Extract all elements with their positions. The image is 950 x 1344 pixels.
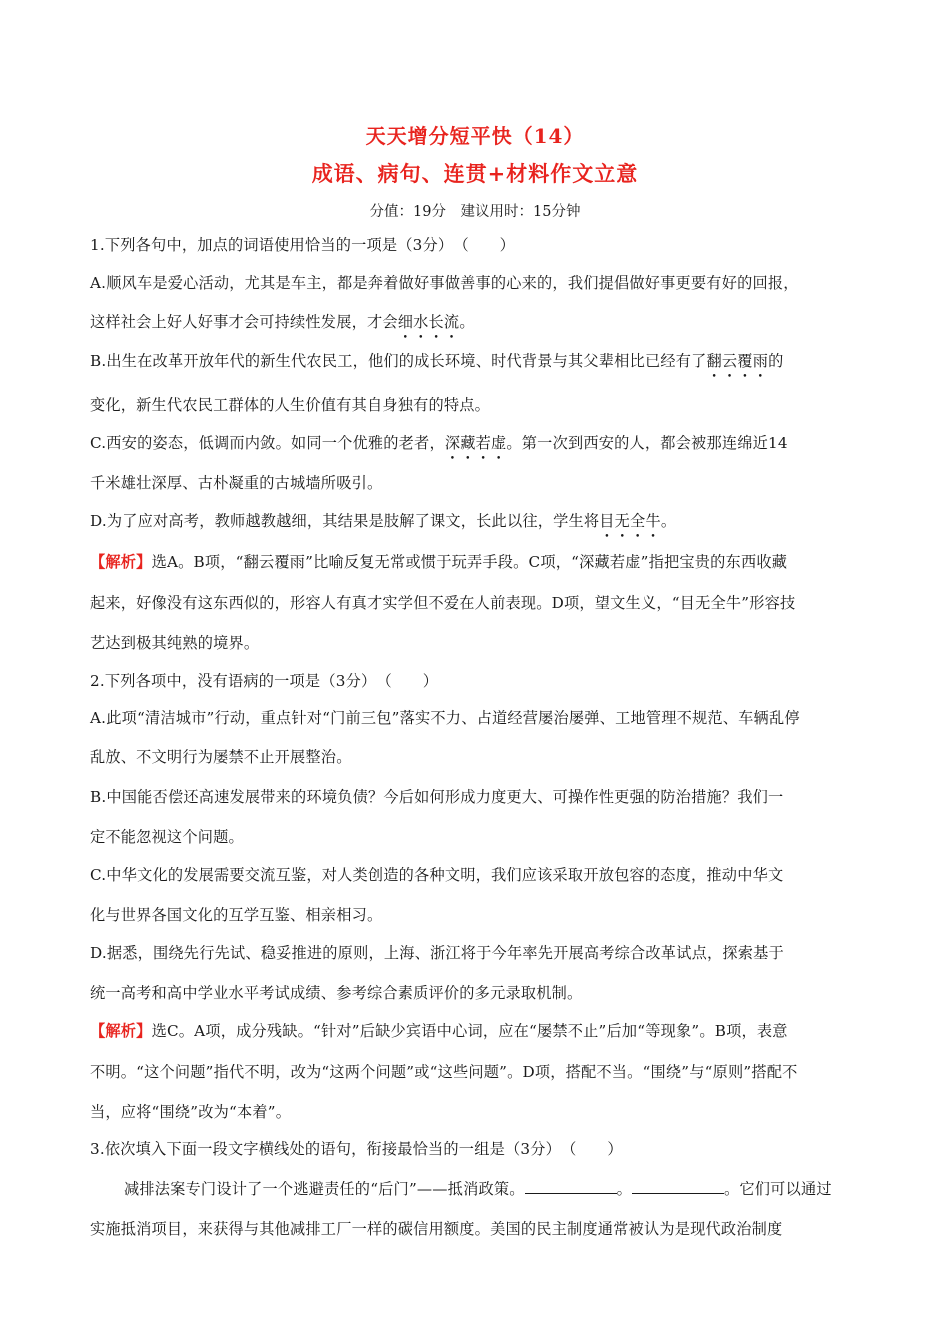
q1-analysis-line1: 【解析】选A。B项，“翻云覆雨”比喻反复无常或惯于玩弄手段。C项，“深藏若虚”指把宝贵的东西收藏 — [90, 553, 788, 571]
q2-option-d-line1: D.据悉，围绕先行先试、稳妥推进的原则，上海、浙江将于今年率先开展高考综合改革试点，探索基于 — [90, 944, 784, 962]
q1-option-a-line2: 这样社会上好人好事才会可持续性发展，才会细水长流。 — [90, 313, 475, 331]
q2-option-b-line1: B.中国能否偿还高速发展带来的环境负债？今后如何形成力度更大、可操作性更强的防治措施？我们一 — [90, 788, 784, 806]
page-subtitle: 成语、病句、连贯+材料作文立意 — [311, 161, 639, 186]
q2-stem: 2.下列各项中，没有语病的一项是（3分） （ ） — [90, 672, 439, 690]
q2-option-c-line1: C.中华文化的发展需要交流互鉴，对人类创造的各种文明，我们应该采取开放包容的态度，推动中华文 — [90, 866, 784, 884]
q1-option-b-line2: 变化，新生代农民工群体的人生价值有其自身独有的特点。 — [90, 396, 491, 414]
q3-stem: 3.依次填入下面一段文字横线处的语句，衔接最恰当的一组是（3分） （ ） — [90, 1140, 623, 1158]
analysis-tag: 【解析】 — [90, 1022, 152, 1040]
q1-analysis-line2: 起来，好像没有这东西似的，形容人有真才实学但不爱在人前表现。D项，望文生义，“目无全牛”形容技 — [90, 594, 796, 612]
score-time-info: 分值：19分 建议用时：15分钟 — [369, 204, 581, 220]
q1-stem: 1.下列各句中，加点的词语使用恰当的一项是（3分） （ ） — [90, 236, 516, 254]
q1-option-a-line1: A.顺风车是爱心活动，尤其是车主，都是奔着做好事做善事的心来的，我们提倡做好事更要有好的回报， — [90, 274, 799, 292]
q2-option-d-line2: 统一高考和高中学业水平考试成绩、参考综合素质评价的多元录取机制。 — [90, 984, 583, 1002]
q2-analysis-line2: 不明。“这个问题”指代不明，改为“这两个问题”或“这些问题”。D项，搭配不当。“围绕”与“原则”搭配不 — [90, 1063, 798, 1081]
fill-blank-2[interactable] — [632, 1179, 724, 1194]
q1-option-b-line1: B.出生在改革开放年代的新生代农民工，他们的成长环境、时代背景与其父辈相比已经有了翻云覆雨的 — [90, 352, 784, 370]
q3-passage-line1: 减排法案专门设计了一个逃避责任的“后门”——抵消政策。 。 。它们可以通过 — [124, 1180, 832, 1198]
fill-blank-1[interactable] — [525, 1179, 617, 1194]
q2-option-a-line2: 乱放、不文明行为屡禁不止开展整治。 — [90, 748, 352, 766]
q2-analysis-line1: 【解析】选C。A项，成分残缺。“针对”后缺少宾语中心词，应在“屡禁不止”后加“等现象”。B项，表意 — [90, 1022, 788, 1040]
page-title: 天天增分短平快（14） — [365, 124, 585, 148]
q2-option-b-line2: 定不能忽视这个问题。 — [90, 828, 244, 846]
q1-option-c-line2: 千米雄壮深厚、古朴凝重的古城墙所吸引。 — [90, 474, 383, 492]
analysis-tag: 【解析】 — [90, 553, 152, 571]
q1-analysis-line3: 艺达到极其纯熟的境界。 — [90, 634, 260, 652]
q2-option-c-line2: 化与世界各国文化的互学互鉴、相亲相习。 — [90, 906, 383, 924]
q2-option-a-line1: A.此项“清洁城市”行动，重点针对“门前三包”落实不力、占道经营屡治屡弹、工地管理不规范、车辆乱停 — [90, 709, 800, 727]
q3-passage-line2: 实施抵消项目，来获得与其他减排工厂一样的碳信用额度。美国的民主制度通常被认为是现代政治制度 — [90, 1220, 783, 1238]
q1-option-d-line1: D.为了应对高考，教师越教越细，其结果是肢解了课文，长此以往，学生将目无全牛。 — [90, 512, 677, 530]
q2-analysis-line3: 当，应将“围绕”改为“本着”。 — [90, 1103, 292, 1121]
q1-option-c-line1: C.西安的姿态，低调而内敛。如同一个优雅的老者，深藏若虚。第一次到西安的人，都会被那连绵近14 — [90, 434, 788, 452]
